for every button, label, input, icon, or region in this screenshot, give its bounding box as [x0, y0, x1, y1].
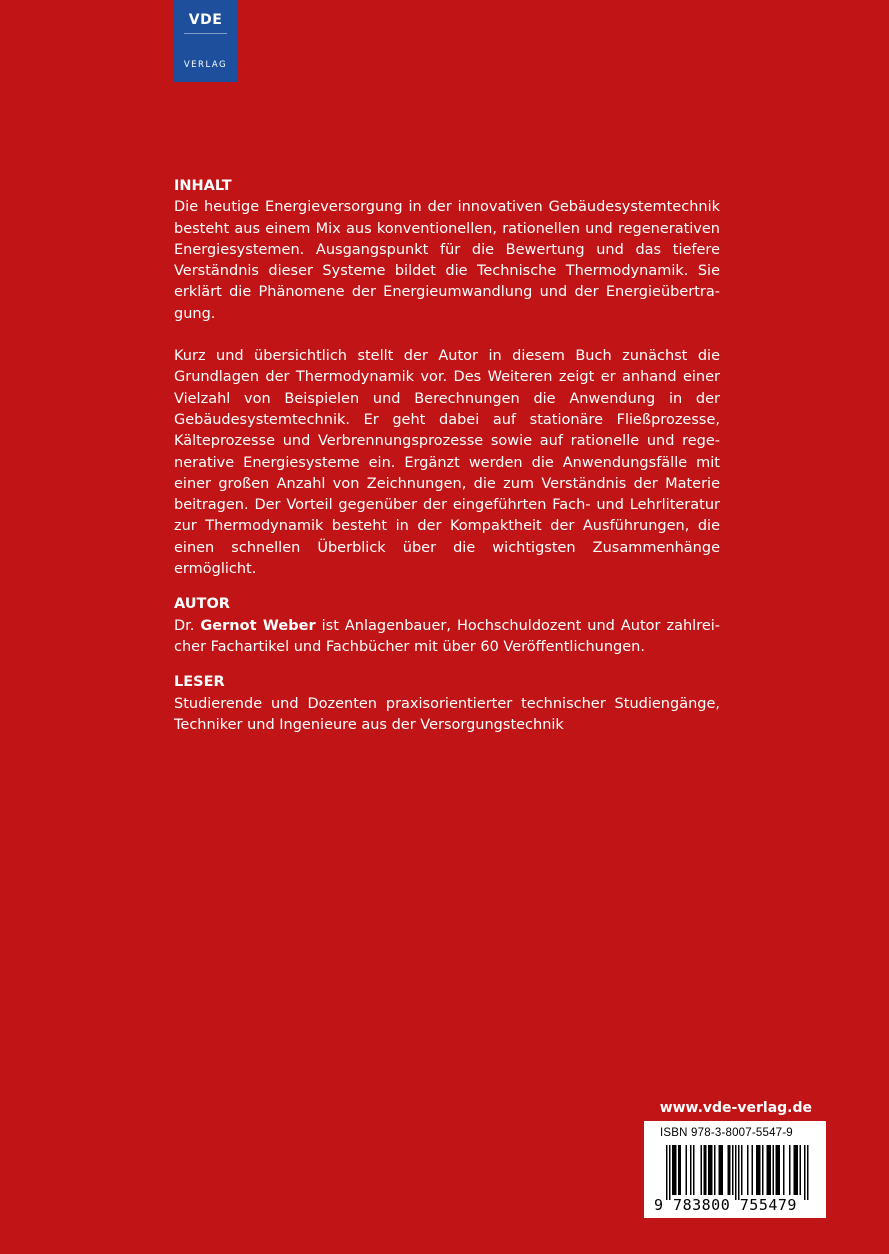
barcode-bar [686, 1145, 688, 1195]
barcode-bar [666, 1145, 668, 1200]
barcode-bar [680, 1145, 682, 1195]
autor-paragraph [174, 616, 720, 659]
barcode-bar [714, 1145, 716, 1195]
barcode-bar [669, 1145, 671, 1200]
barcode-bar [767, 1145, 769, 1195]
inhalt-paragraph-2: Kurz und übersichtlich stellt der Autor in diesem Buch zunächst die Grundlagen der Thermodynamik vor. Des Weiteren zeigt er anhand einer Vielzahl von Beispielen und Berechnungen die Anwendung in der Gebäudesystemtechnik. Er geht dabei auf stationäre Fließprozesse, Kälteprozesse und Verbrennungsprozesse sowie auf rationelle und regenerative Energiesysteme ein. Ergänzt werden die Anwendungsfälle mit einer großen Anzahl von Zeichnungen, die zum Verständnis der Materie beitragen. Der Vorteil gegenüber der eingeführten Fach- und Lehrliteratur zur Thermodynamik besteht in der Kompaktheit der Ausführungen, die einen schnellen Überblick über die wichtigsten Zusammenhänge ermöglicht. [174, 348, 720, 578]
barcode-bar [704, 1145, 706, 1195]
barcode-bar [732, 1145, 734, 1195]
logo-publisher-text: VERLAG [183, 60, 228, 70]
barcode-bar [719, 1145, 721, 1195]
barcode-bar [735, 1145, 737, 1200]
barcode-bar [804, 1145, 806, 1200]
back-cover-text [174, 176, 720, 736]
barcode-bar [678, 1145, 680, 1195]
inhalt-heading: INHALT [174, 178, 232, 194]
isbn-barcode [644, 1121, 826, 1218]
barcode-bar [768, 1145, 770, 1195]
autor-heading: AUTOR [174, 596, 230, 613]
barcode-bar [720, 1145, 722, 1195]
barcode-bar [759, 1145, 761, 1195]
barcode-bar [795, 1145, 797, 1195]
barcode-bar [710, 1145, 712, 1195]
barcode-bar [705, 1145, 707, 1195]
barcode-bar [701, 1145, 703, 1195]
barcode-digits: 9 783800 755479 [654, 1196, 797, 1214]
barcode-bar [762, 1145, 764, 1195]
barcode-bar [800, 1145, 802, 1195]
vde-verlag-logo [174, 0, 237, 82]
barcode-bar [728, 1145, 730, 1195]
autor-text: ist Anlagenbauer, Hochschuldozent und Autor zahlreicher Fachartikel und Fachbücher mit über 60 Veröffentlichungen. [174, 617, 721, 655]
barcode-bar [708, 1145, 710, 1195]
barcode-bar [758, 1145, 760, 1195]
barcode-bar [738, 1145, 740, 1200]
barcode-bar [807, 1145, 809, 1200]
barcode-bar [693, 1145, 695, 1195]
barcode-bar [729, 1145, 731, 1195]
barcode-bar [675, 1145, 677, 1195]
barcode-bar [777, 1145, 779, 1195]
leser-heading: LESER [174, 674, 225, 691]
barcode-bar [773, 1145, 775, 1195]
barcode-bar [776, 1145, 778, 1195]
barcode-bar [722, 1145, 724, 1195]
barcode-bar [674, 1145, 676, 1195]
logo-brand-text: VDE [188, 12, 223, 28]
barcode-bar [789, 1145, 791, 1195]
autor-prefix: Dr. [174, 617, 201, 634]
barcode-bar [752, 1145, 754, 1195]
barcode-bar [770, 1145, 772, 1195]
leser-paragraph: Studierende und Dozenten praxisorientierter technischer Studiengänge, Techniker und Ingenieure aus der Versorgungstechnik [174, 695, 720, 733]
barcode-bar [794, 1145, 796, 1195]
inhalt-paragraph-1: Die heutige Energieversorgung in der innovativen Gebäudesystemtechnik besteht aus einem Mix aus konventionellen, rationellen und regenerativen Energiesystemen. Ausgangspunkt für die Bewertung und das tiefere Verständnis dieser Systeme bildet die Technische Thermodynamik. Sie erklärt die Phänomene der Energieumwandlung und der Energieübertragung. [174, 199, 720, 322]
author-name: Gernot Weber [200, 617, 316, 634]
barcode-bar [779, 1145, 781, 1195]
barcode-bar [741, 1145, 743, 1195]
publisher-url[interactable]: www.vde-verlag.de [659, 1100, 812, 1116]
barcode-bar [747, 1145, 749, 1195]
barcode-bar [690, 1145, 692, 1195]
logo-divider [184, 33, 227, 34]
barcode-bar [756, 1145, 758, 1195]
isbn-label: ISBN 978-3-8007-5547-9 [660, 1127, 793, 1139]
barcode-bar [672, 1145, 674, 1195]
barcode-bar [797, 1145, 799, 1195]
barcode-bar [783, 1145, 785, 1195]
barcode-bar [711, 1145, 713, 1195]
